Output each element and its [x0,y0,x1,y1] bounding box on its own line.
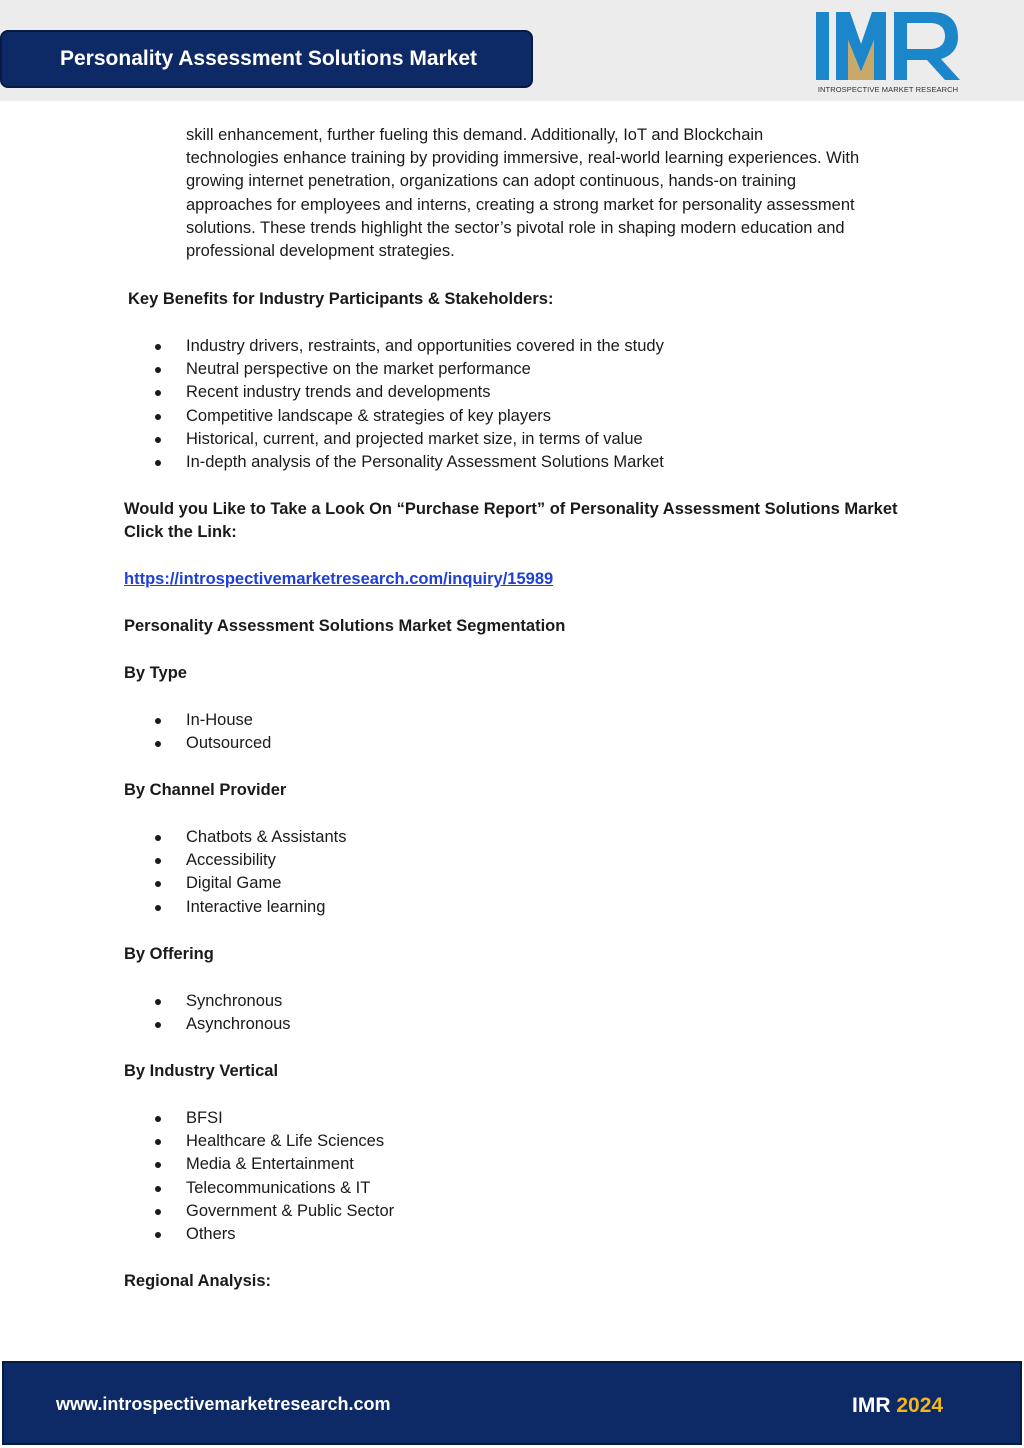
list-item: Synchronous [0,990,291,1013]
benefits-heading: Key Benefits for Industry Participants & Stakeholders: [128,290,554,308]
footer-year: 2024 [896,1394,944,1417]
bullet-icon [155,1186,161,1192]
list-item: Competitive landscape & strategies of key players [0,405,664,428]
intro-paragraph [186,124,916,263]
bullet-icon [155,1022,161,1028]
intro-line: skill enhancement, further fueling this demand. Additionally, IoT and Blockchain [186,126,764,144]
by-type-heading: By Type [124,664,187,682]
list-item: Healthcare & Life Sciences [0,1130,394,1153]
list-item: Digital Game [0,872,347,895]
segmentation-title: Personality Assessment Solutions Market Segmentation [124,617,566,635]
list-item: Interactive learning [0,896,347,919]
list-item: In-House [0,709,271,732]
bullet-icon [155,414,161,420]
footer [2,1361,1022,1445]
purchase-line: Would you Like to Take a Look On “Purchase Report” of Personality Assessment Solutions Market [124,500,898,518]
list-item: Asynchronous [0,1013,291,1036]
bullet-icon [155,1232,161,1238]
imr-logo [814,10,962,96]
list-item: Accessibility [0,849,347,872]
list-item: Telecommunications & IT [0,1177,394,1200]
footer-brand [852,1394,943,1418]
intro-line: growing internet penetration, organizations can adopt continuous, hands-on training [186,172,796,191]
bullet-icon [155,858,161,864]
list-item: Government & Public Sector [0,1200,394,1223]
intro-line: technologies enhance training by providing immersive, real-world learning experiences. With [186,149,860,168]
bullet-icon [155,1209,161,1215]
page-title: Personality Assessment Solutions Market [0,30,533,88]
benefits-list [0,335,664,474]
by-vertical-list [0,1107,394,1246]
by-channel-list [0,826,347,919]
footer-website-link[interactable]: www.introspectivemarketresearch.com [56,1394,391,1414]
list-item: In-depth analysis of the Personality Assessment Solutions Market [0,451,664,474]
list-item: Historical, current, and projected market size, in terms of value [0,428,664,451]
bullet-icon [155,835,161,841]
footer-brand-name: IMR [852,1394,891,1417]
list-item: Industry drivers, restraints, and opportunities covered in the study [0,335,664,358]
bullet-icon [155,1139,161,1145]
bullet-icon [155,881,161,887]
list-item: Media & Entertainment [0,1153,394,1176]
bullet-icon [155,999,161,1005]
regional-heading: Regional Analysis: [124,1272,272,1290]
inquiry-link[interactable]: https://introspectivemarketresearch.com/inquiry/15989 [124,570,554,588]
intro-line: solutions. These trends highlight the sector’s pivotal role in shaping modern education and [186,218,845,237]
bullet-icon [155,390,161,396]
bullet-icon [155,741,161,747]
bullet-icon [155,437,161,443]
intro-line: approaches for employees and interns, creating a strong market for personality assessment [186,195,855,214]
bullet-icon [155,1116,161,1122]
purchase-click-label: Click the Link: [124,523,237,541]
bullet-icon [155,367,161,373]
list-item: Recent industry trends and developments [0,381,664,404]
list-item: Others [0,1223,394,1246]
by-channel-heading: By Channel Provider [124,781,287,799]
intro-line: professional development strategies. [186,242,455,261]
imr-logo-mark [814,10,962,84]
logo-tagline: INTROSPECTIVE MARKET RESEARCH [817,85,959,94]
bullet-icon [155,460,161,466]
by-vertical-heading: By Industry Vertical [124,1062,279,1080]
by-type-list [0,709,271,755]
list-item: BFSI [0,1107,394,1130]
by-offering-heading: By Offering [124,945,214,963]
list-item: Chatbots & Assistants [0,826,347,849]
list-item: Neutral perspective on the market performance [0,358,664,381]
bullet-icon [155,1162,161,1168]
bullet-icon [155,905,161,911]
list-item: Outsourced [0,732,271,755]
bullet-icon [155,718,161,724]
by-offering-list [0,990,291,1036]
bullet-icon [155,344,161,350]
